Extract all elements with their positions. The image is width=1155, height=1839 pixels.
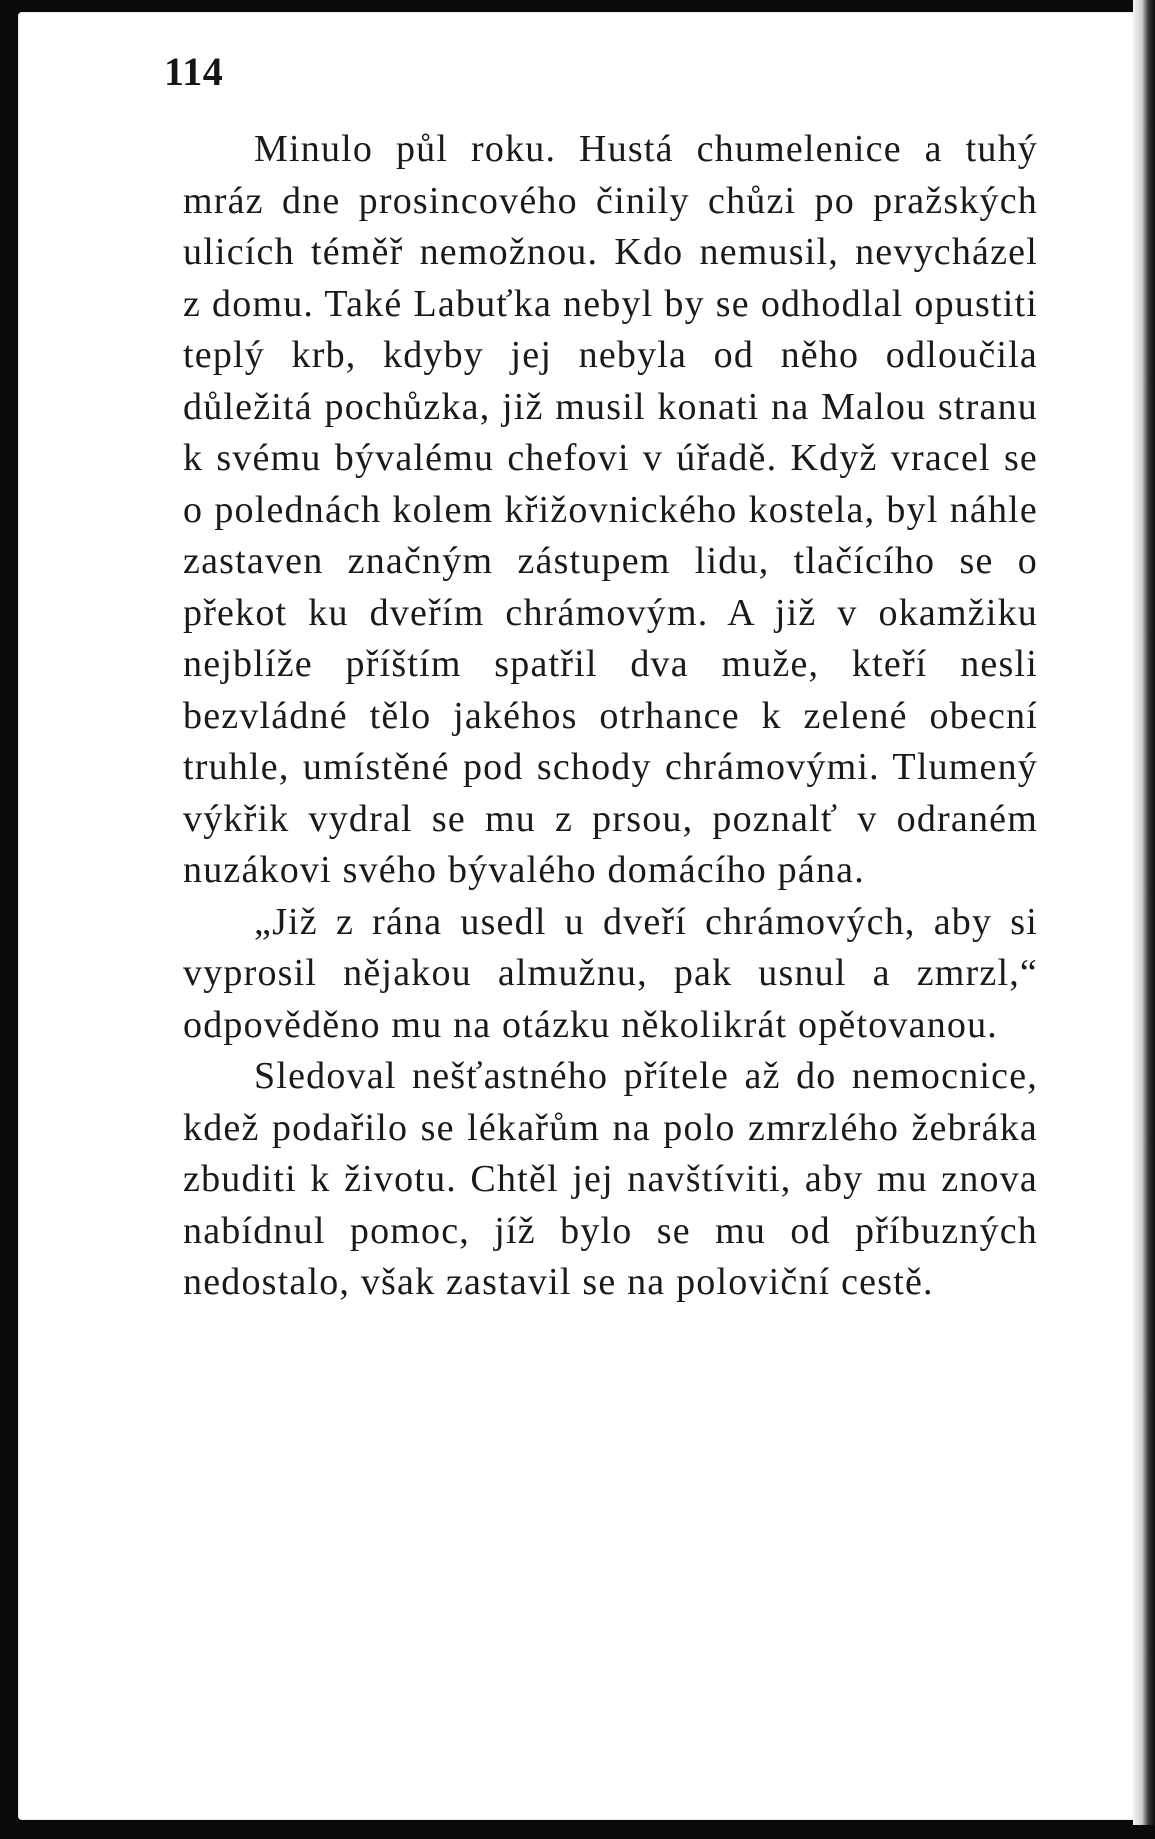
page-right-edge [1133, 0, 1155, 1839]
page-text [183, 124, 1038, 1309]
paragraph-3: Sledoval nešťastného přítele až do nemocnice, kdež podařilo se lékařům na polo zmrzlého žebráka zbuditi k životu. Chtěl jej navštíviti, aby mu znova nabídnul pomoc, jíž bylo se mu od příbuzných nedostalo, však zastavil se na poloviční cestě. [183, 1055, 1038, 1303]
paragraph-2: „Již z rána usedl u dveří chrámových, aby si vyprosil nějakou almužnu, pak usnul a zmrzl,“ odpověděno mu na otázku několikrát opětovanou. [183, 900, 1038, 1046]
page-bottom-edge [0, 1825, 1155, 1839]
book-page [18, 12, 1140, 1820]
paragraph-1: Minulo půl roku. Hustá chumelenice a tuhý mráz dne prosincového činily chůzi po pražských ulicích téměř nemožnou. Kdo nemusil, nevycházel z domu. Také Labuťka nebyl by se odhodlal opustiti teplý krb, kdyby jej nebyla od něho odloučila důležitá pochůzka, již musil konati na Malou stranu k svému bývalému chefovi v úřadě. Když vracel se o polednách kolem křižovnického kostela, byl náhle zastaven značným zástupem lidu, tlačícího se o překot ku dveřím chrámovým. A již v okamžiku nejblíže příštím spatřil dva muže, kteří nesli bezvládné tělo jakéhos otrhance k zelené obecní truhle, umístěné pod schody chrámovými. Tlumený výkřik vydral se mu z prsou, poznalť v odraném nuzákovi svého bývalého domácího pána. [183, 128, 1038, 891]
page-number: 114 [164, 49, 224, 94]
